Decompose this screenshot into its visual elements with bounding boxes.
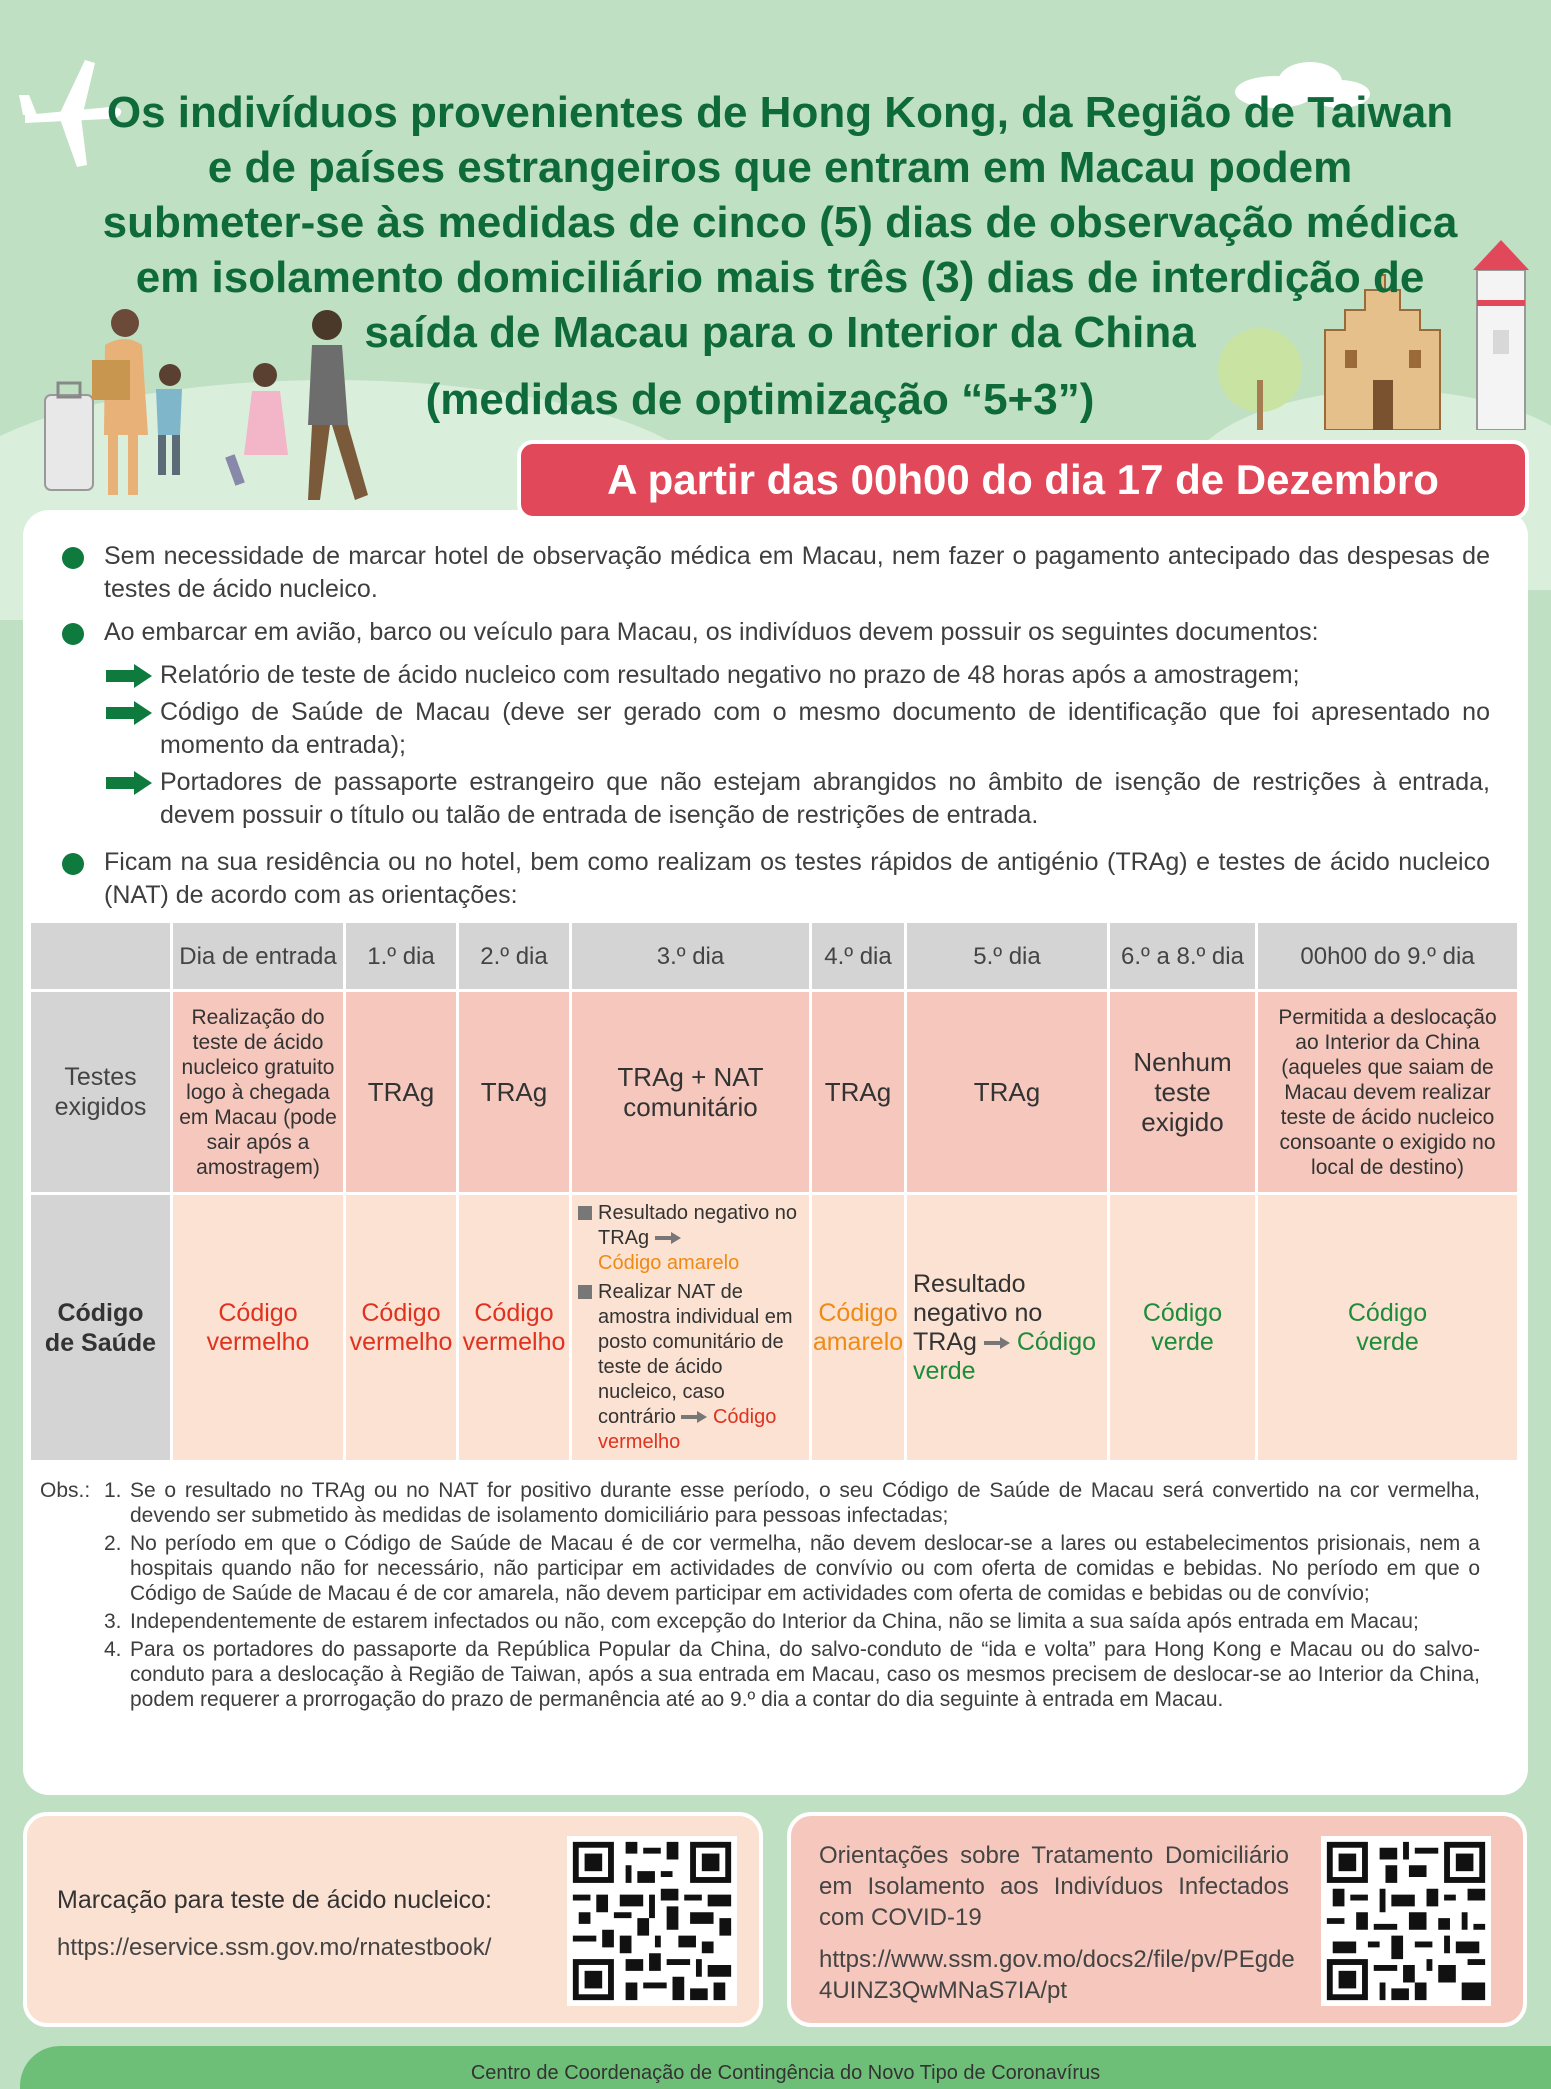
column-header: 6.º a 8.º dia: [1110, 923, 1255, 989]
nat-booking-box: [23, 1812, 763, 2027]
page-title: [80, 85, 1480, 360]
right-arrow-icon: [106, 701, 152, 725]
sub-list-item-text: Portadores de passaporte estrangeiro que não estejam abrangidos no âmbito de isenção de restrições à entrada, devem possuir o título ou talão de entrada de isenção de restrições de entrada.: [160, 768, 1490, 829]
table-row: [31, 1195, 1517, 1460]
note-item: [40, 1637, 1480, 1712]
home-treatment-guide-box: [787, 1812, 1527, 2027]
condition-item: [576, 1201, 805, 1276]
column-header: 3.º dia: [572, 923, 809, 989]
guide-label: Orientações sobre Tratamento Domiciliário em Isolamento aos Indivíduos Infectados com COVID-19: [819, 1842, 1289, 1931]
square-bullet-icon: [578, 1206, 592, 1220]
health-code-cell: Código vermelho: [346, 1195, 456, 1460]
sub-list-item-text: Relatório de teste de ácido nucleico com resultado negativo no prazo de 48 horas após a amostragem;: [160, 661, 1300, 689]
condition-text: Resultado negativo no TRAg: [913, 1269, 1043, 1356]
schedule-table-wrapper: [28, 920, 1520, 1463]
table-cell: TRAg: [812, 992, 904, 1192]
column-header: 1.º dia: [346, 923, 456, 989]
title-line: e de países estrangeiros que entram em Macau podem: [207, 143, 1353, 192]
note-text: Independentemente de estarem infectados ou não, com excepção do Interior da China, não se limita a sua saída após entrada em Macau;: [130, 1610, 1419, 1633]
table-header-row: [31, 923, 1517, 989]
list-item-text: Ficam na sua residência ou no hotel, bem como realizam os testes rápidos de antigénio (TRAg) e testes de ácido nucleico (NAT) de acordo com as orientações:: [104, 848, 1490, 909]
health-code-cell: Código amarelo: [812, 1195, 904, 1460]
qr-code-icon[interactable]: [1321, 1836, 1491, 2006]
title-line: em isolamento domiciliário mais três (3) dias de interdição de: [135, 253, 1425, 302]
list-item: [60, 616, 1490, 649]
column-header: 5.º dia: [907, 923, 1107, 989]
table-cell: Realização do teste de ácido nucleico gratuito logo à chegada em Macau (pode sair após a amostragem): [173, 992, 343, 1192]
note-item: [40, 1531, 1480, 1606]
row-header: Código de Saúde: [31, 1195, 170, 1460]
list-item: [60, 540, 1490, 606]
notes-label: Obs.:: [40, 1479, 91, 1502]
sub-list-item: [60, 766, 1490, 832]
day3-conditions: [572, 1201, 809, 1455]
nat-booking-link[interactable]: https://eservice.ssm.gov.mo/rnatestbook/: [57, 1934, 492, 1961]
note-item: [40, 1609, 1480, 1634]
column-header: Dia de entrada: [173, 923, 343, 989]
schedule-table: [28, 920, 1520, 1463]
start-date-banner: A partir das 00h00 do dia 17 de Dezembro: [517, 440, 1529, 520]
note-number: 3.: [104, 1610, 122, 1633]
table-cell: Permitida a deslocação ao Interior da China (aqueles que saiam de Macau devem realizar teste de ácido nucleico consoante o exigido no local de destino): [1258, 992, 1517, 1192]
health-code-cell: [907, 1195, 1107, 1460]
table-cell: Nenhum teste exigido: [1110, 992, 1255, 1192]
page-subtitle: (medidas de optimização “5+3”): [425, 375, 1095, 424]
requirements-list: [60, 540, 1490, 922]
list-item: [60, 846, 1490, 912]
condition-text: Realizar NAT de amostra individual em posto comunitário de teste de ácido nucleico, caso contrário: [598, 1280, 793, 1428]
list-item-text: Ao embarcar em avião, barco ou veículo para Macau, os indivíduos devem possuir os seguintes documentos:: [104, 618, 1319, 646]
title-line: Os indivíduos provenientes de Hong Kong, da Região de Taiwan: [106, 88, 1454, 137]
table-cell: TRAg + NAT comunitário: [572, 992, 809, 1192]
health-code-cell: Código vermelho: [459, 1195, 569, 1460]
health-code-cell: Código verde: [1110, 1195, 1255, 1460]
note-number: 1.: [104, 1479, 122, 1502]
table-cell: TRAg: [459, 992, 569, 1192]
sub-list-item: [60, 696, 1490, 762]
note-text: Se o resultado no TRAg ou no NAT for positivo durante esse período, o seu Código de Saúde de Macau será convertido na cor vermelha, devendo ser submetido às medidas de isolamento domiciliário para pessoas infectadas;: [130, 1479, 1480, 1527]
right-arrow-icon: [681, 1411, 707, 1423]
condition-item: [576, 1280, 805, 1455]
table-corner-cell: [31, 923, 170, 989]
table-cell: TRAg: [346, 992, 456, 1192]
sub-list-item-text: Código de Saúde de Macau (deve ser gerado com o mesmo documento de identificação que foi apresentado no momento da entrada);: [160, 698, 1490, 759]
row-header: Testes exigidos: [31, 992, 170, 1192]
bullet-dot-icon: [62, 623, 84, 645]
title-line: submeter-se às medidas de cinco (5) dias de observação médica: [102, 198, 1458, 247]
right-arrow-icon: [984, 1337, 1010, 1349]
health-code-cell: Código verde: [1258, 1195, 1517, 1460]
square-bullet-icon: [578, 1285, 592, 1299]
column-header: 2.º dia: [459, 923, 569, 989]
note-item: [40, 1478, 1480, 1528]
qr-code-icon[interactable]: [567, 1836, 737, 2006]
column-header: 4.º dia: [812, 923, 904, 989]
notes-section: [40, 1478, 1480, 1712]
nat-booking-label: Marcação para teste de ácido nucleico:: [57, 1886, 492, 1914]
health-code-label: Código amarelo: [598, 1251, 740, 1274]
footer: Centro de Coordenação de Contingência do Novo Tipo de Coronavírus: [20, 2046, 1551, 2089]
note-number: 2.: [104, 1532, 122, 1555]
right-arrow-icon: [106, 664, 152, 688]
sub-list-item: [60, 659, 1490, 692]
health-code-cell: [572, 1195, 809, 1460]
health-code-cell: Código vermelho: [173, 1195, 343, 1460]
right-arrow-icon: [655, 1232, 681, 1244]
note-text: No período em que o Código de Saúde de Macau é de cor vermelha, não devem deslocar-se a lares ou estabelecimentos prisionais, nem a hospitais quando não for necessário, não participar em actividades de convívio ou com oferta de comidas e bebidas. No período em que o Código de Saúde de Macau é de cor amarela, não devem participar em actividades com oferta de comidas e bebidas ou de convívio;: [130, 1532, 1480, 1605]
note-text: Para os portadores do passaporte da República Popular da China, do salvo-conduto de “ida e volta” para Hong Kong e Macau ou do salvo-conduto para a deslocação à Região de Taiwan, após a sua entrada em Macau, caso os mesmos precisem de deslocar-se ao Interior da China, podem requerer a prorrogação do prazo de permanência até ao 9.º dia a contar do dia seguinte à entrada em Macau.: [130, 1638, 1480, 1711]
list-item-text: Sem necessidade de marcar hotel de observação médica em Macau, nem fazer o pagamento antecipado das despesas de testes de ácido nucleico.: [104, 542, 1490, 603]
bullet-dot-icon: [62, 853, 84, 875]
note-number: 4.: [104, 1638, 122, 1661]
health-code-label: Código verde: [913, 1327, 1097, 1385]
guide-link[interactable]: https://www.ssm.gov.mo/docs2/file/pv/PEgde4UINZ3QwMNaS7IA/pt: [819, 1946, 1295, 2004]
health-code-label: Código vermelho: [598, 1405, 777, 1453]
condition-text: Resultado negativo no TRAg: [598, 1201, 798, 1249]
bullet-dot-icon: [62, 547, 84, 569]
title-line: saída de Macau para o Interior da China: [364, 308, 1196, 357]
table-row: [31, 992, 1517, 1192]
column-header: 00h00 do 9.º dia: [1258, 923, 1517, 989]
right-arrow-icon: [106, 771, 152, 795]
table-cell: TRAg: [907, 992, 1107, 1192]
